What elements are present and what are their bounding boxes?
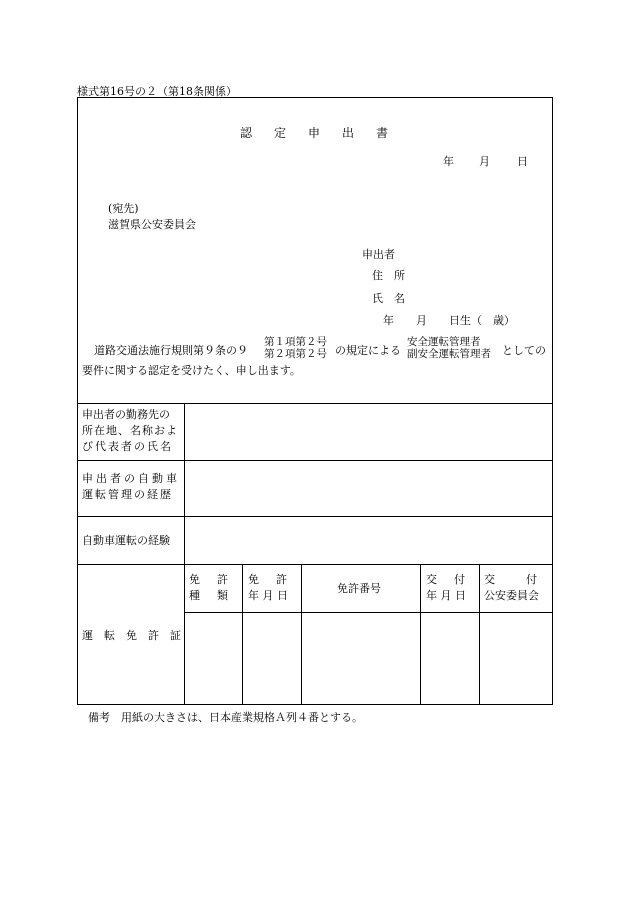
issue-date-header [426, 572, 468, 604]
footer-note: 備考 用紙の大きさは、日本産業規格Ａ列４番とする。 [88, 711, 363, 724]
row-divider [77, 564, 553, 565]
career-label-line: 運転管理の経歴 [82, 488, 173, 501]
statement-role-lower: 副安全運転管理者 [407, 348, 491, 360]
statement-prefix: 道路交通法施行規則第９条の９ [94, 344, 248, 357]
row-divider-top [77, 403, 553, 404]
workplace-label [82, 407, 178, 455]
date-year: 年 [443, 155, 454, 168]
license-label: 運 転 免 許 証 [82, 629, 181, 642]
issuer-header-line: 公安委員会 [484, 589, 539, 602]
license-number-header: 免許番号 [337, 582, 381, 595]
workplace-label-line: び代表者の氏名 [82, 440, 173, 453]
license-column-divider [242, 564, 243, 705]
form-title: 認定申出書 [240, 126, 411, 140]
license-column-divider [301, 564, 302, 705]
row-divider [77, 516, 553, 517]
label-column-divider [184, 403, 185, 705]
statement-suffix: としての [502, 344, 546, 357]
license-date-header [248, 572, 290, 604]
statement-clause-lower: 第２項第２号 [264, 348, 327, 360]
career-label-line: 申出者の自動車 [82, 472, 180, 485]
form-frame [77, 97, 553, 705]
license-date-header-line: 免 許 [248, 573, 290, 586]
addressee-label: (宛先) [108, 202, 139, 215]
career-label [82, 471, 180, 503]
license-type-header-line: 免 許 [189, 573, 231, 586]
applicant-name-label: 氏 名 [372, 292, 405, 305]
applicant-heading: 申出者 [362, 248, 395, 261]
license-type-header-line: 種 類 [189, 589, 231, 602]
statement-clause-upper: 第１項第２号 [264, 336, 327, 348]
license-column-divider [420, 564, 421, 705]
workplace-label-line: 所在地、名称およ [82, 424, 178, 437]
date-month: 月 [479, 155, 490, 168]
statement-line2: 要件に関する認定を受けたく、申し出ます。 [82, 364, 301, 377]
license-type-header [189, 572, 231, 604]
issuer-header [484, 572, 547, 604]
applicant-birthdate: 年 月 日生（ 歳） [383, 314, 515, 327]
license-column-divider [479, 564, 480, 705]
workplace-label-line: 申出者の勤務先の [82, 408, 170, 421]
issuer-header-line: 交 付 [484, 573, 547, 586]
applicant-address-label: 住 所 [372, 269, 405, 282]
statement-clause-options [264, 336, 327, 360]
form-number-label: 様式第16号の２（第18条関係） [77, 85, 237, 98]
addressee-name: 滋賀県公安委員会 [108, 218, 196, 231]
issue-date-header-line: 年 月 日 [426, 589, 466, 602]
statement-middle: の規定による [335, 344, 401, 357]
issue-date-header-line: 交 付 [426, 573, 468, 586]
row-divider [77, 460, 553, 461]
date-day: 日 [517, 155, 528, 168]
license-header-divider [184, 612, 553, 613]
date-line [443, 153, 528, 169]
license-date-header-line: 年 月 日 [248, 589, 288, 602]
experience-label: 自動車運転の経験 [82, 534, 170, 547]
statement-role-options [407, 336, 491, 360]
statement-role-upper: 安全運転管理者 [407, 336, 481, 348]
